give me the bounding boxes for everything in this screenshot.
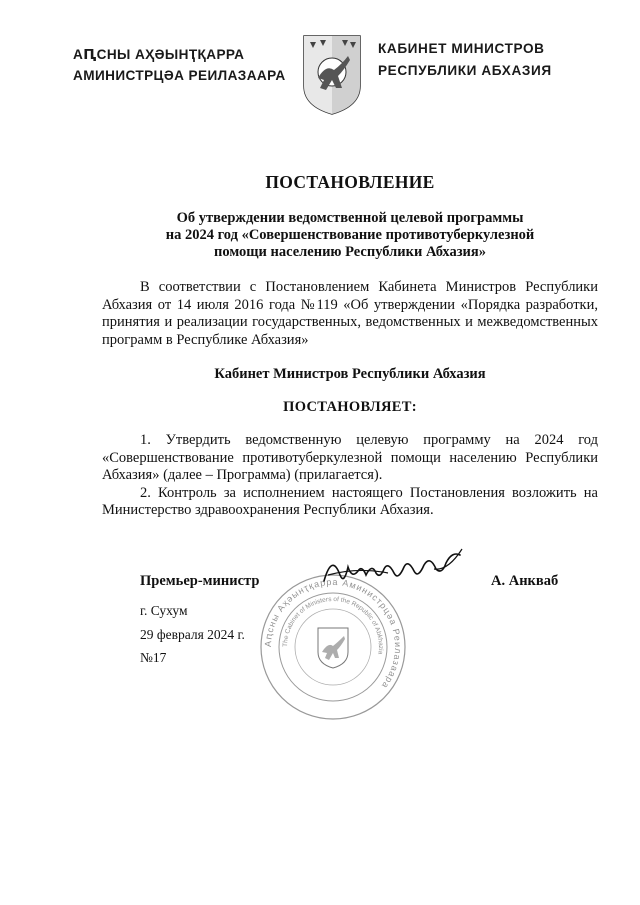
header-russian-title	[378, 38, 578, 82]
decree-heading: ПОСТАНОВЛЯЕТ:	[283, 399, 417, 415]
document-title: ПОСТАНОВЛЕНИЕ	[265, 172, 435, 192]
header-left-line2: АМИНИСТРЦӘА РЕИЛАЗААРА	[73, 68, 286, 83]
signatory-name: А. Анкваб	[491, 573, 559, 589]
header-left-line1: АԤСНЫ АҲӘЫНҬҚАРРА	[73, 47, 245, 62]
seal-inner-text: The Cabinet of Ministers of the Republic of Abkhazia	[281, 595, 385, 655]
document-subtitle	[130, 210, 570, 261]
header-right-line1: КАБИНЕТ МИНИСТРОВ	[378, 41, 545, 56]
signatory-role: Премьер-министр	[140, 573, 260, 589]
header-right-line2: РЕСПУБЛИКИ АБХАЗИЯ	[378, 63, 552, 78]
decree-items	[102, 432, 598, 520]
document-number: №17	[140, 650, 167, 665]
preamble-paragraph: В соответствии с Постановлением Кабинета Министров Республики Абхазия от 14 июля 2016 года №119 «Об утверждении «Порядка разработки, принятия и реализации государственных, ведомственных и межведомственных программ в Республике Абхазия»	[102, 279, 598, 348]
seal-outer-text: Аԥсны Аҳәынҭқарра Аминистрцәа Реилазаара	[262, 576, 404, 692]
issue-place: г. Сухум	[140, 603, 188, 618]
issuer-heading: Кабинет Министров Республики Абхазия	[214, 366, 486, 382]
issue-date: 29 февраля 2024 г.	[140, 627, 245, 642]
handwritten-signature	[318, 545, 468, 595]
decree-item-1: 1. Утвердить ведомственную целевую программу на 2024 год «Совершенствование противотуберкулезной помощи населению Республики Абхазия» (далее – Программа) (прилагается).	[102, 432, 598, 483]
subtitle-line2: на 2024 год «Совершенствование противотуберкулезной	[165, 227, 535, 243]
subtitle-line3: помощи населению Республики Абхазия»	[214, 244, 486, 260]
state-emblem-icon	[302, 34, 362, 116]
subtitle-line1: Об утверждении ведомственной целевой программы	[176, 210, 524, 226]
decree-item-2: 2. Контроль за исполнением настоящего Постановления возложить на Министерство здравоохранения Республики Абхазия.	[102, 484, 598, 518]
header-abkhaz-title	[73, 44, 288, 86]
